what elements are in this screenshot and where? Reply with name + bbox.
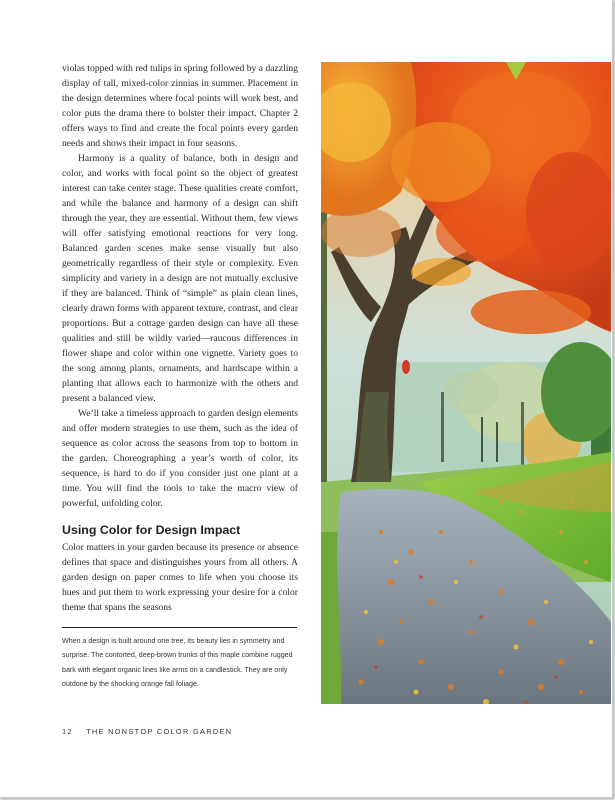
- body-paragraph-2: Harmony is a quality of balance, both in design and color, and works with focal point so the object of greatest interest can take center stage. These qualities create comfort, and while the balance and harmony of a design can shift through the year, they are essential. Without them, few views will offer satisfying emotional reactions for very long. Balanced garden scenes make sense visually but also geometrically regardless of their style or complexity. Even simplicity and variety in a design are not mutually exclusive if they are balanced. Think of “simple” as plain clean lines, clearly drawn forms with apparent texture, contrast, and clear proportions. But a cottage garden design can have all these qualities and still be wildly varied—raucous differences in flower shape and color within one vignette. Variety goes to the song among plants, ornaments, and hardscape within a planting that allows each to harmonize with the others and present a balanced view.: [62, 153, 299, 404]
- photo-caption: When a design is built around one tree, its beauty lies in symmetry and surprise. The contorted, deep-brown trunks of this maple combine rugged bark with elegant organic lines like arms on a candlestick. They are only outdone by the shocking orange fall foliage.: [62, 637, 293, 688]
- section-heading: Using Color for Design Impact: [62, 523, 241, 537]
- body-text-column: [62, 61, 298, 615]
- page-number: 12: [62, 727, 73, 736]
- running-title: THE NONSTOP COLOR GARDEN: [86, 727, 233, 736]
- section-paragraph: Color matters in your garden because its presence or absence defines that space and distinguishes yours from all others. A garden design on paper comes to life when you choose its hues and put them to work expressing your desire for a color theme that spans the seasons: [62, 542, 298, 613]
- body-paragraph-3: We’ll take a timeless approach to garden design elements and offer modern strategies to use them, such as the idea of sequence as color across the seasons from top to bottom in the garden. Choreographing a year’s worth of color, its sequence, is hard to do if you consider just one plant at a time. You will find the tools to take the macro view of powerful, unfolding color.: [62, 408, 298, 509]
- body-paragraph-1: violas topped with red tulips in spring followed by a dazzling display of tall, mixed-color zinnias in summer. Placement in the design determines where focal points will work best, and color puts the drama there to bolster their impact. Chapter 2 offers ways to find and create the focal points every garden needs and shows their impact in four seasons.: [62, 63, 298, 149]
- page-footer: [62, 727, 242, 736]
- maple-tree-photo: [321, 62, 611, 704]
- caption-divider: [62, 627, 297, 628]
